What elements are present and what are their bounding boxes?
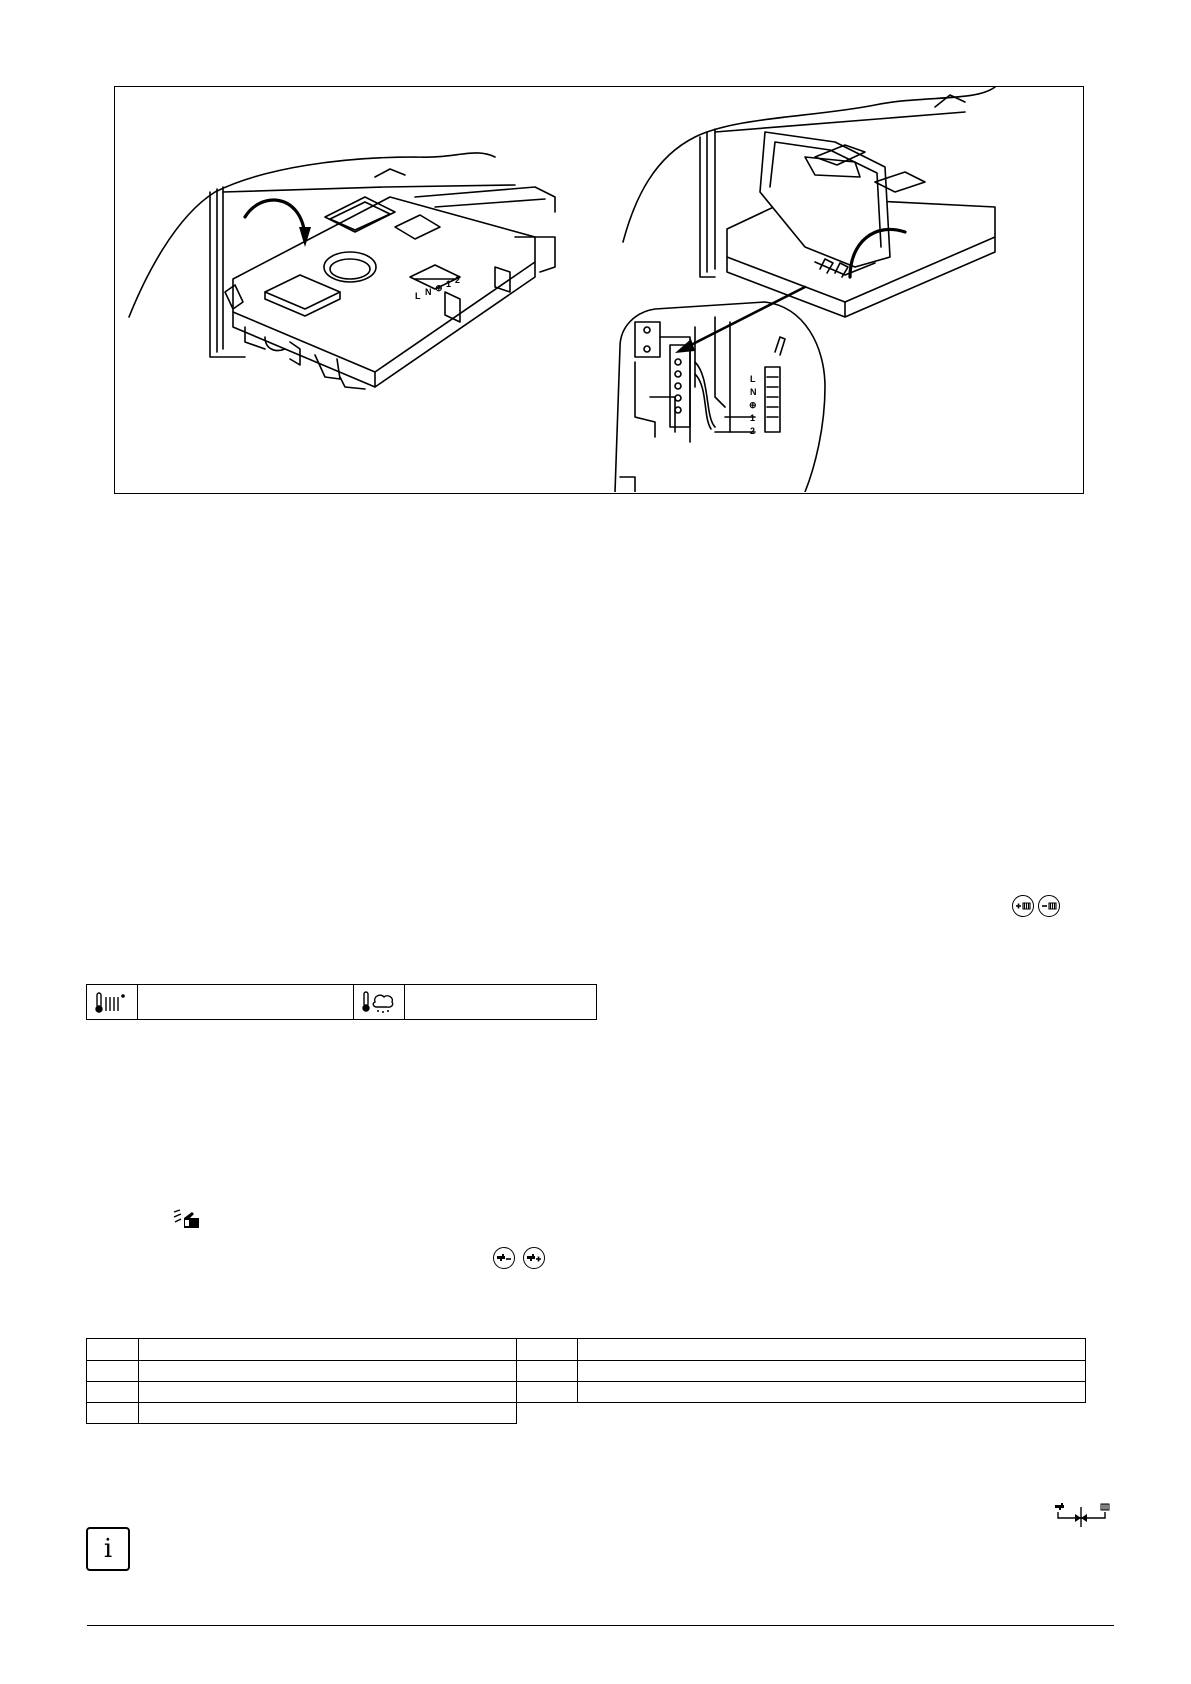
table-cell [577,1338,1086,1361]
installation-drawing [115,87,1082,492]
inset-terminal-label-n: N [750,387,757,397]
table-cell [86,1402,139,1424]
table-cell [516,1360,578,1382]
table-cell [86,1381,139,1403]
radiator-temperature-icon [86,984,138,1020]
left-panel-drawing [129,153,555,389]
dhw-adjust-icons [493,1247,545,1269]
outdoor-temperature-icon [353,984,405,1020]
inset-terminal-label-earth: ⊕ [749,400,757,410]
table-cell [138,1360,517,1382]
left-terminal-label-l: L [415,291,421,301]
diverter-valve-icon [1053,1502,1113,1537]
inset-terminal-label-l: L [750,374,756,384]
tap-minus-icon [493,1247,515,1269]
table-cell [86,1338,139,1361]
inset-terminal-label-1: 1 [750,413,756,423]
table-cell [577,1381,1086,1403]
table-cell [86,1360,139,1382]
heating-plus-icon [1012,895,1034,917]
left-terminal-label-earth: ⊕ [435,283,443,293]
table-cell [516,1338,578,1361]
info-symbol: i [103,1534,113,1564]
installation-figure [114,86,1084,494]
info-icon [86,1527,130,1571]
inset-terminal-label-2: 2 [750,426,756,436]
outdoor-temperature-value [404,984,597,1020]
heating-minus-icon [1038,895,1060,917]
table-cell [138,1381,517,1403]
icon-table [86,984,597,1020]
right-panel-drawing [615,87,995,492]
parameter-table [86,1338,1086,1424]
left-terminal-label-n: N [425,287,432,297]
table-cell [138,1338,517,1361]
heating-adjust-icons [1012,895,1060,917]
table-cell [516,1381,578,1403]
footer-divider [87,1625,1114,1626]
radiator-temperature-value [137,984,354,1020]
service-hand-icon [172,1208,202,1237]
table-cell [577,1360,1086,1382]
left-terminal-label-1: 1 [446,279,452,289]
table-cell [138,1402,517,1424]
tap-plus-icon [523,1247,545,1269]
left-terminal-label-2: 2 [455,275,461,285]
